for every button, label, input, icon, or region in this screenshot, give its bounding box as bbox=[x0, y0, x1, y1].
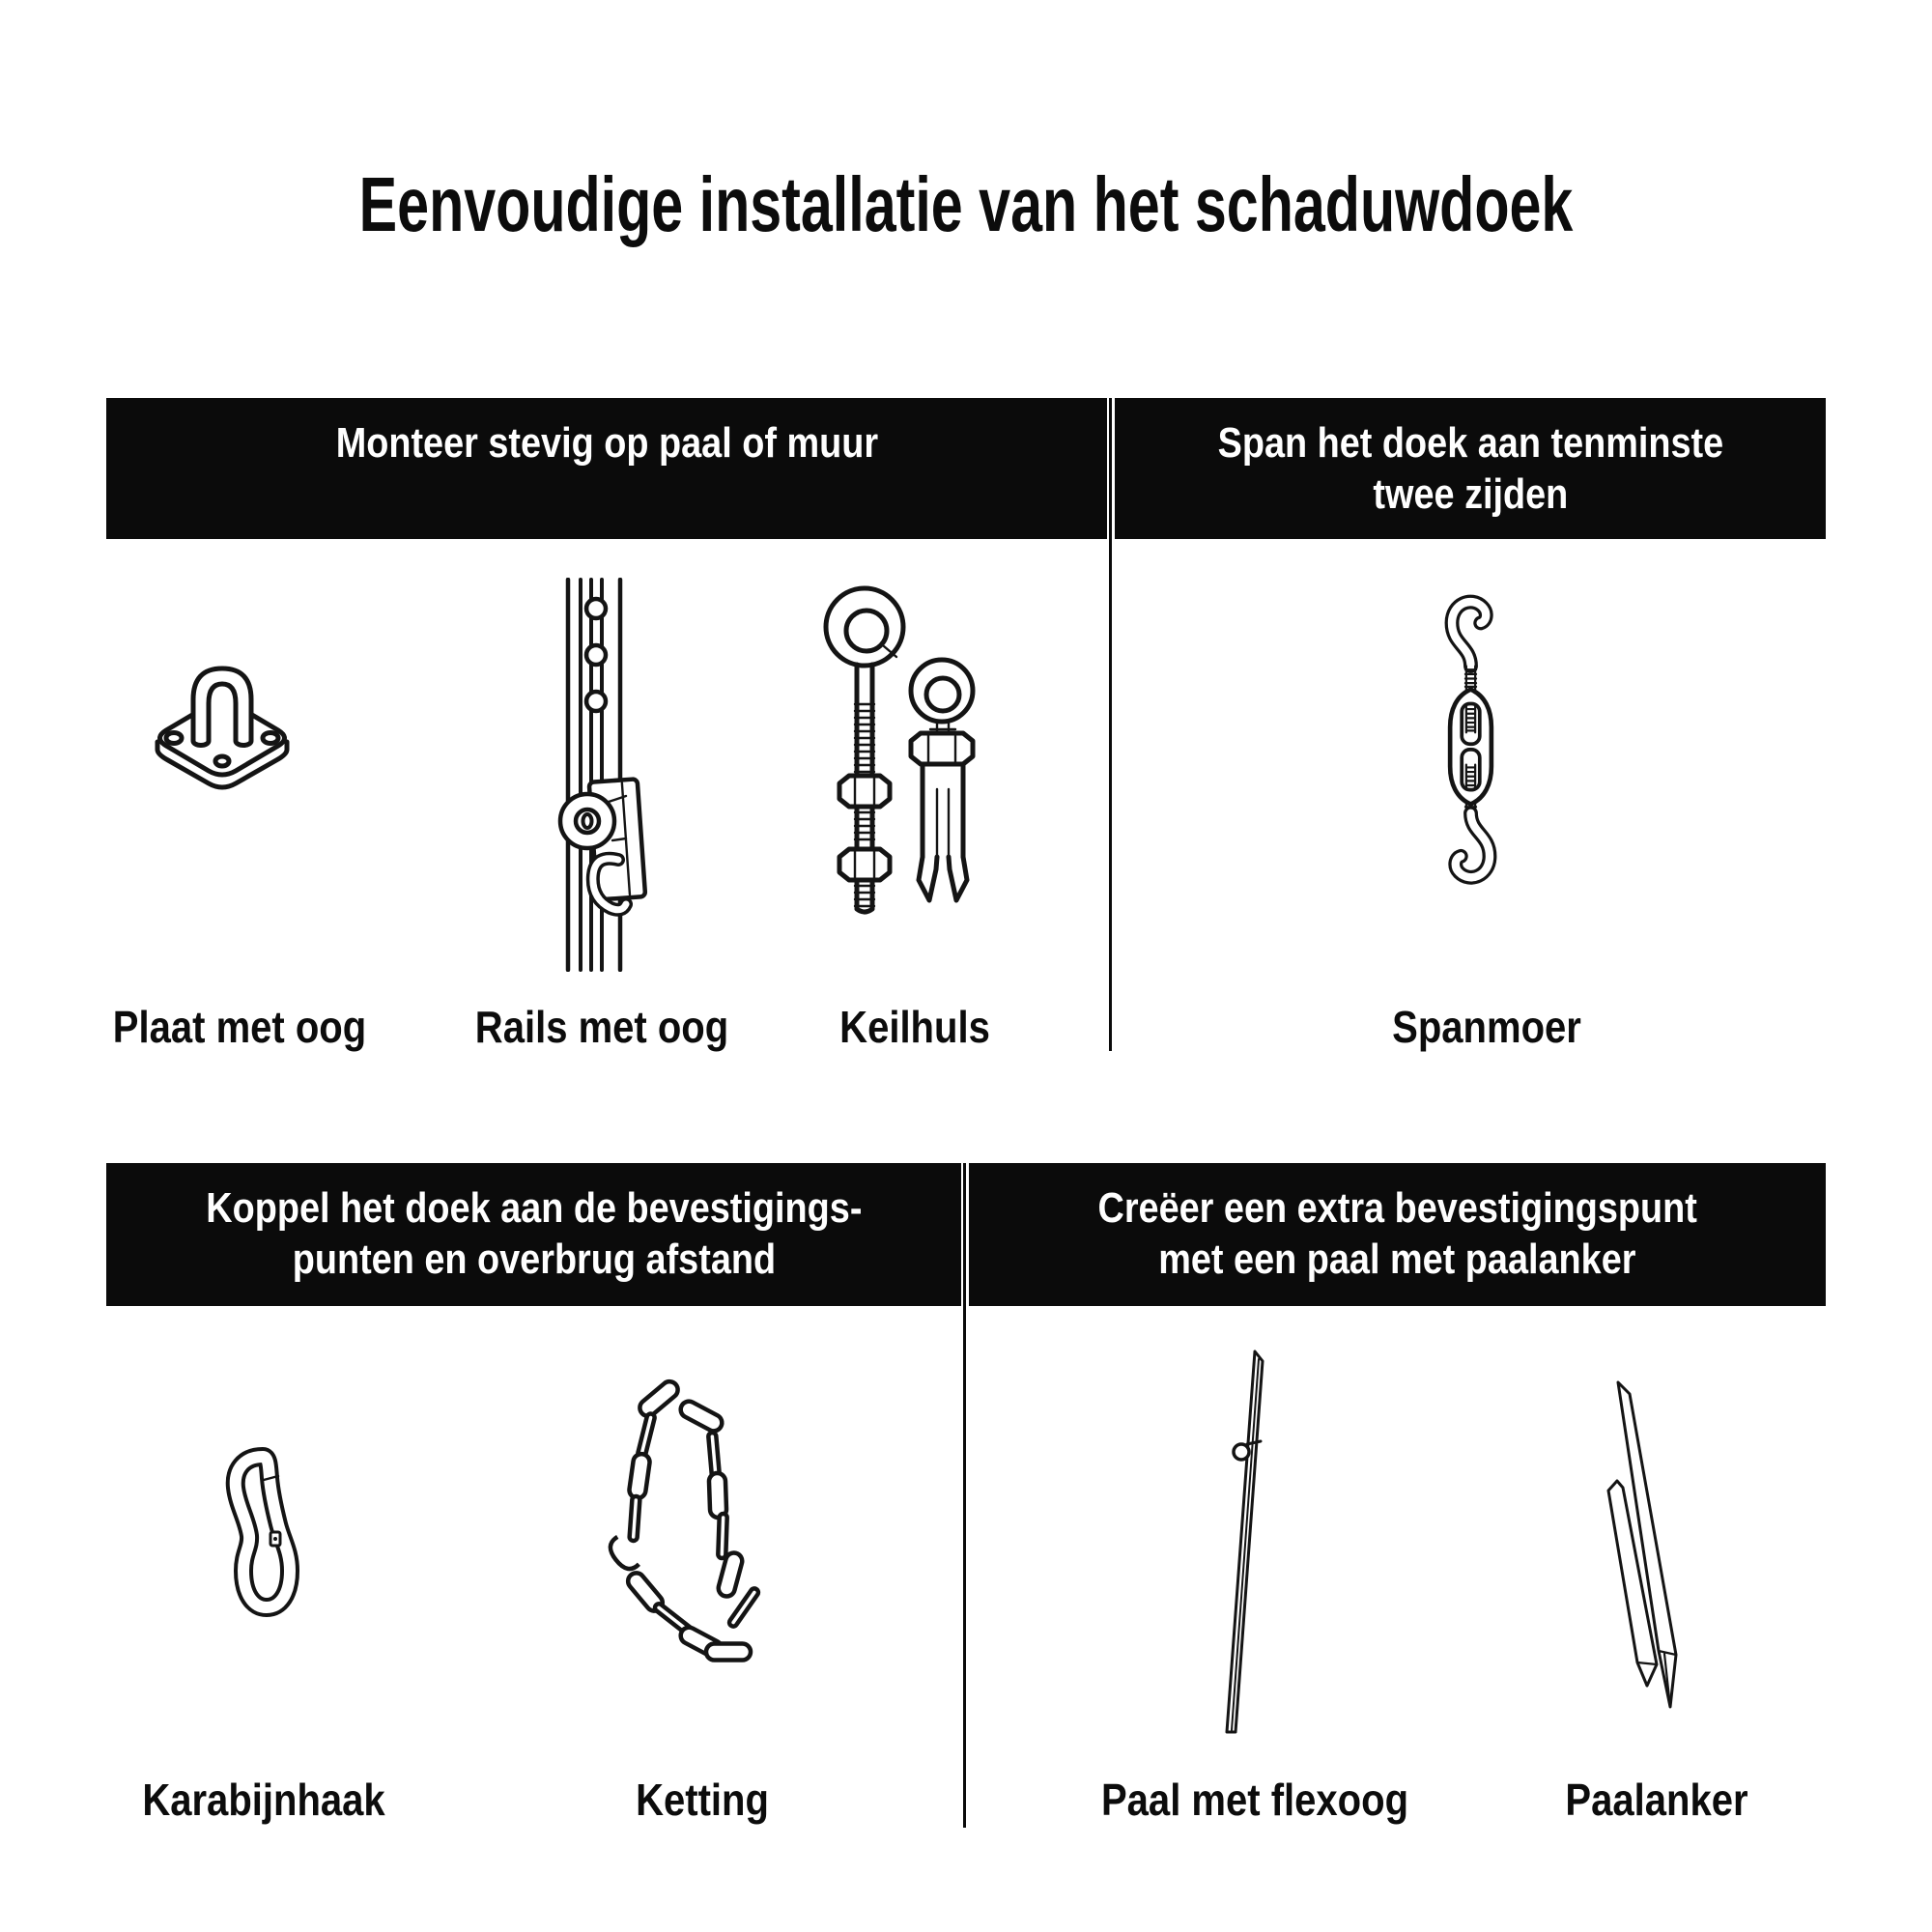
header-bar-extra bbox=[969, 1163, 1826, 1306]
rail-with-eye-icon bbox=[549, 578, 657, 972]
header-line: punten en overbrug afstand bbox=[292, 1236, 776, 1283]
carabiner-hook-icon bbox=[211, 1441, 325, 1623]
wedge-anchor-eyebolts-icon bbox=[805, 575, 990, 930]
header-line: Creëer een extra bevestigingspunt bbox=[1097, 1184, 1697, 1232]
page-title: Eenvoudige installatie van het schaduwdoek bbox=[358, 161, 1574, 247]
chain-icon bbox=[591, 1374, 802, 1681]
item-label-keilhuls: Keilhuls bbox=[839, 1002, 990, 1052]
header-line: Koppel het doek aan de bevestigings- bbox=[205, 1184, 863, 1232]
item-label-ketting: Ketting bbox=[636, 1775, 769, 1825]
item-label-paalanker: Paalanker bbox=[1565, 1775, 1748, 1825]
header-bar-span bbox=[1115, 398, 1826, 539]
header-bar-monteer bbox=[106, 398, 1107, 539]
item-label-rails-met-oog: Rails met oog bbox=[474, 1002, 729, 1052]
header-line: Monteer stevig op paal of muur bbox=[335, 419, 878, 467]
pad-eye-plate-icon bbox=[135, 597, 309, 814]
turnbuckle-icon bbox=[1427, 580, 1515, 903]
pole-with-flex-eye-icon bbox=[1201, 1346, 1280, 1740]
section-divider-top bbox=[1109, 398, 1112, 1051]
item-label-karabijnhaak: Karabijnhaak bbox=[142, 1775, 385, 1825]
header-bar-koppel bbox=[106, 1163, 961, 1306]
header-line: Span het doek aan tenminste bbox=[1217, 419, 1723, 467]
item-label-plaat-met-oog: Plaat met oog bbox=[112, 1002, 367, 1052]
section-divider-bottom bbox=[963, 1163, 966, 1828]
item-label-spanmoer: Spanmoer bbox=[1392, 1002, 1581, 1052]
item-label-paal-met-flexoog: Paal met flexoog bbox=[1100, 1775, 1409, 1825]
header-line: twee zijden bbox=[1373, 470, 1568, 518]
header-line: met een paal met paalanker bbox=[1158, 1236, 1636, 1283]
ground-anchor-stake-icon bbox=[1597, 1375, 1699, 1719]
